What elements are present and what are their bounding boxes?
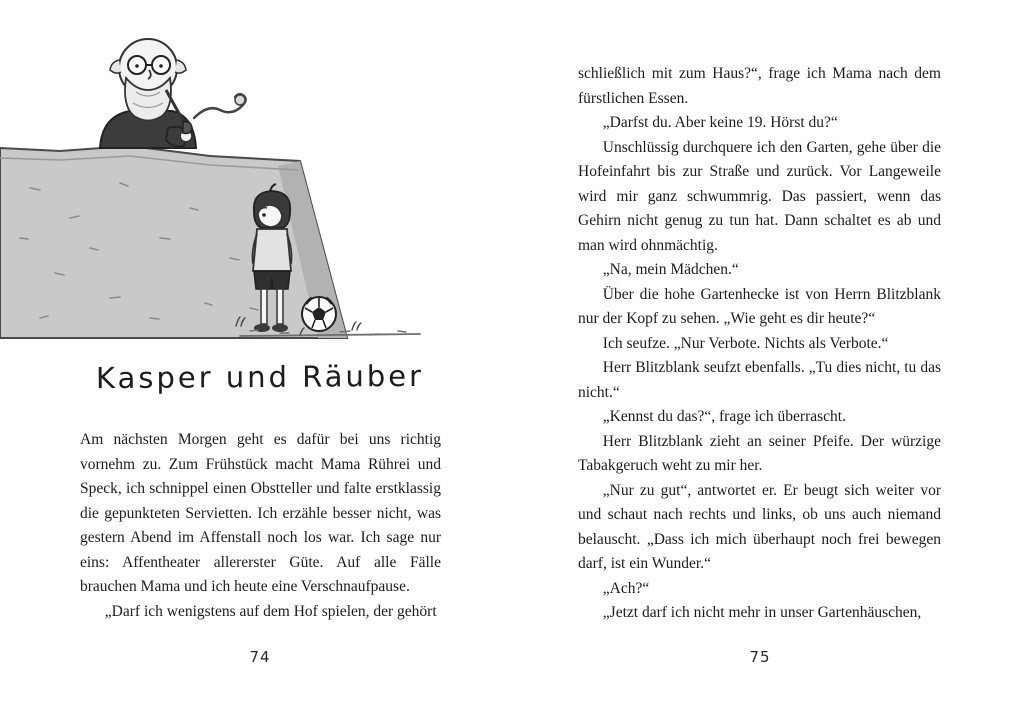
chapter-title: Kasper und Räuber (95, 358, 425, 396)
stone-wall (0, 146, 347, 338)
paragraph: schließlich mit zum Haus?“, frage ich Mama nach dem fürstlichen Essen. (578, 65, 941, 107)
paragraph: „Jetzt darf ich nicht mehr in unser Gartenhäuschen, (602, 604, 922, 621)
page-number-right: 75 (749, 648, 771, 666)
paragraph: „Na, mein Mädchen.“ (602, 261, 739, 278)
paragraph: „Darf ich wenigstens auf dem Hof spielen, der gehört (104, 602, 437, 620)
paragraph: Am nächsten Morgen geht es dafür bei uns richtig vornehm zu. Zum Frühstück macht Mama Rührei und Speck, ich schnippel einen Obstteller und falte erstklassig die gepunkteten Servietten. Ich erzähle besser nicht, was gestern Abend im Affenstall noch los war. Ich sage nur eins: Affentheater allererster Güte. Auf alle Fälle brauchen Mama und ich heute eine Verschnaufpause. (80, 431, 441, 595)
left-page-text (80, 428, 441, 624)
paragraph: Herr Blitzblank zieht an seiner Pfeife. Der würzige Tabakgeruch weht zu mir her. (578, 432, 941, 474)
old-man (100, 39, 246, 148)
page-number-left: 74 (249, 648, 271, 666)
paragraph: Ich seufze. „Nur Verbote. Nichts als Verbote.“ (602, 334, 889, 352)
paragraph: „Kennst du das?“, frage ich überrascht. (602, 408, 846, 425)
paragraph: „Darfst du. Aber keine 19. Hörst du?“ (602, 114, 838, 131)
chapter-illustration (0, 8, 432, 344)
paragraph: „Ach?“ (602, 579, 650, 597)
paragraph: Über die hohe Gartenhecke ist von Herrn Blitzblank nur der Kopf zu sehen. „Wie geht es dir heute?“ (578, 285, 941, 327)
right-page-text (578, 62, 941, 626)
soccer-ball (302, 297, 336, 331)
paragraph: Herr Blitzblank seufzt ebenfalls. „Tu dies nicht, tu das nicht.“ (578, 359, 941, 401)
paragraph: „Nur zu gut“, antwortet er. Er beugt sich weiter vor und schaut nach rechts und links, ob uns auch niemand belauscht. „Dass ich mich überhaupt noch frei bewegen darf, ist ein Wunder.“ (578, 481, 941, 572)
paragraph: Unschlüssig durchquere ich den Garten, gehe über die Hofeinfahrt bis zur Straße und zurück. Vor Langeweile wird mir ganz schwummrig. Das passiert, wenn das Gehirn nicht genug zu tun hat. Dann schaltet es ab und man wird ohnmächtig. (578, 138, 941, 254)
